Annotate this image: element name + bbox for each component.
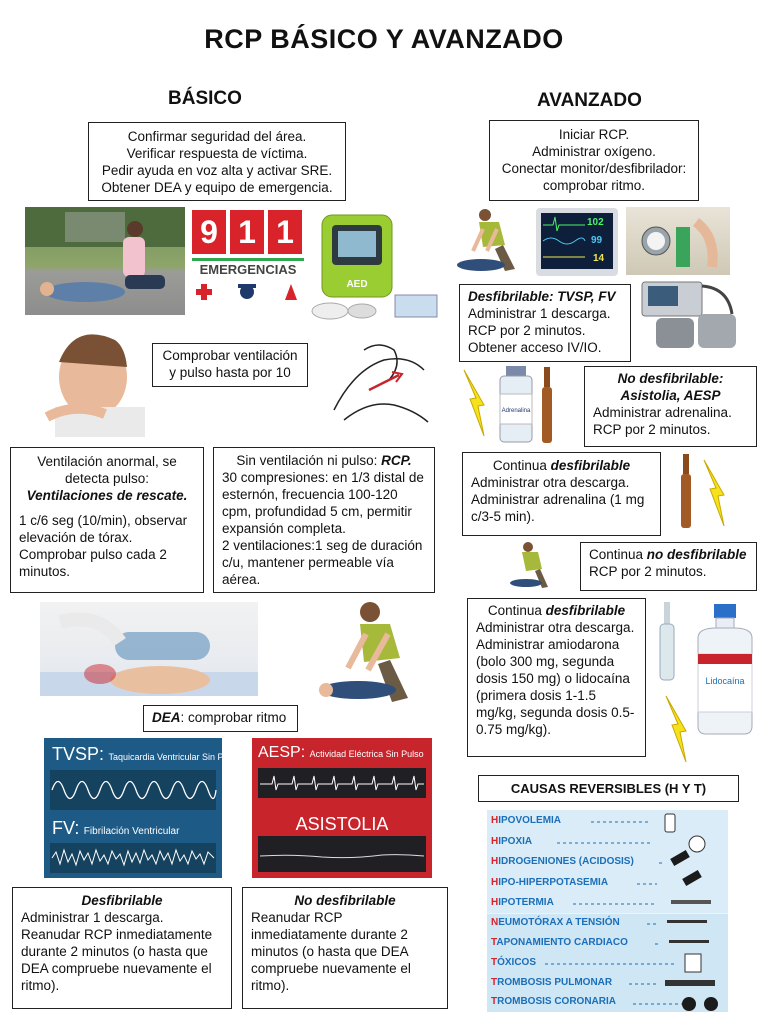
continue-prefix: Continua <box>589 547 647 562</box>
aed-icon <box>300 207 440 322</box>
bag-mask-icon <box>40 602 258 696</box>
lidocaine-bottle-photo <box>690 602 760 736</box>
rescue-line1: Ventilación anormal, se detecta pulso: <box>37 454 177 486</box>
adv-shockable-line: Obtener acceso IV/IO. <box>468 340 602 355</box>
cpr-bold: RCP. <box>381 453 412 468</box>
cause-item: TAPONAMIENTO CARDIACO <box>491 937 628 948</box>
cause-item: HIPOXIA <box>491 836 533 847</box>
asystole-label: ASISTOLIA <box>295 814 389 834</box>
continue-bold: desfibrilable <box>550 458 631 473</box>
continue-prefix: Continua <box>492 458 551 473</box>
monitor-value: 99 <box>591 235 603 246</box>
cpr-prefix: Sin ventilación ni pulso: <box>236 453 382 468</box>
digit: 9 <box>192 210 226 254</box>
cpr-small-icon <box>508 541 554 591</box>
check-line: Comprobar ventilación <box>162 348 298 363</box>
lidocaine-bottle-label: Lidocaína <box>705 676 745 686</box>
cause-item: HIPOVOLEMIA <box>491 815 562 826</box>
cause-item: HIPO-HIPERPOTASEMIA <box>491 877 609 888</box>
basic-step1-line: Confirmar seguridad del área. <box>127 129 307 144</box>
shock-bolt-icon <box>700 458 728 528</box>
ampoule-icon <box>540 365 554 445</box>
basic-step1-line: Pedir ayuda en voz alta y activar SRE. <box>101 163 333 178</box>
head-icon <box>45 322 145 437</box>
adv-shockable-line: RCP por 2 minutos. <box>468 323 586 338</box>
advanced-heading: AVANZADO <box>537 90 642 111</box>
ecg-aesp-asystole-panel <box>252 738 432 878</box>
adv-shockable-title: Desfibrilable: TVSP, FV <box>468 289 616 304</box>
cpr-compressions: 30 compresiones: en 1/3 distal de esternón, frecuencia 100-120 cpm, profundidad 5 cm, permitir expansión completa. <box>222 470 424 536</box>
basic-shockable-box <box>12 887 232 1009</box>
tvsp-label: TVSP: <box>52 744 105 764</box>
ecg-tvsp-fv-panel <box>44 738 241 878</box>
basic-heading: BÁSICO <box>168 88 242 109</box>
defibrillator-icon <box>636 278 742 360</box>
aed-label: AED <box>346 279 368 290</box>
adv-nonshockable-line: Administrar adrenalina. <box>593 405 732 420</box>
patient-monitor <box>536 208 618 276</box>
fv-label: FV: <box>52 818 80 838</box>
vial-icon <box>494 364 538 446</box>
amiodarone-ampoule-icon <box>656 600 678 682</box>
dea-rest: : comprobar ritmo <box>180 710 287 725</box>
basic-nonshockable-body: Reanudar RCP inmediatamente durante 2 minutos (o hasta que DEA compruebe nuevamente el ritmo). <box>251 910 411 993</box>
cpr-small-icon <box>455 207 527 277</box>
ampoule-icon <box>678 452 694 530</box>
adrenaline-vial-photo <box>494 364 538 446</box>
adv-shockable-box <box>459 284 631 362</box>
cause-item: TÓXICOS <box>491 957 537 968</box>
cause-item: NEUMOTÓRAX A TENSIÓN <box>491 917 620 928</box>
basic-nonshockable-box <box>242 887 448 1009</box>
shock-bolt-icon <box>662 694 690 764</box>
adv-nonshockable-line: RCP por 2 minutos. <box>593 422 711 437</box>
basic-shockable-body: Administrar 1 descarga. Reanudar RCP inmediatamente durante 2 minutos (o hasta que DEA compruebe nuevamente el ritmo). <box>21 910 213 993</box>
continue-nonshock-body: RCP por 2 minutos. <box>589 564 707 579</box>
adv-cpr-figure <box>455 207 527 277</box>
adv-nonshockable-title2: Asistolia, AESP <box>620 388 721 403</box>
cpr-figure-icon <box>318 598 430 710</box>
continue-prefix: Continua <box>487 603 546 618</box>
continue-shockable-box-2 <box>467 598 646 757</box>
digit: 1 <box>230 210 264 254</box>
monitor-value: 14 <box>593 253 605 264</box>
continue-nonshockable-box <box>580 542 757 591</box>
cpr-box <box>213 447 435 593</box>
dea-bold: DEA <box>152 710 181 725</box>
rescue-breathing-box <box>10 447 204 593</box>
continue-shock1-body: Administrar otra descarga. Administrar adrenalina (1 mg c/3-5 min). <box>471 475 645 524</box>
defibrillator-photo <box>636 278 742 360</box>
fv-desc: Fibrilación Ventricular <box>83 826 180 837</box>
aesp-desc: Actividad Eléctrica Sin Pulso <box>309 749 424 759</box>
aed-device-photo <box>300 207 440 322</box>
adv-cpr-figure-small <box>508 541 554 591</box>
advanced-step1-box <box>489 120 699 201</box>
ecg-waveform-icon <box>44 738 222 878</box>
basic-shockable-title: Desfibrilable <box>81 893 163 908</box>
emergency-services-icon <box>192 280 304 302</box>
cause-item: HIPOTERMIA <box>491 897 554 908</box>
check-breathing-box <box>152 343 308 387</box>
oxygen-icon <box>626 207 730 275</box>
aesp-label: AESP: <box>258 744 306 761</box>
adv-shockable-line: Administrar 1 descarga. <box>468 306 611 321</box>
emergency-label: EMERGENCIAS <box>199 262 297 277</box>
monitor-value: 102 <box>587 217 604 228</box>
airway-sketch-icon <box>324 330 432 428</box>
adv-step1-line: Conectar monitor/desfibrilador: <box>501 161 687 176</box>
page-title: RCP BÁSICO Y AVANZADO <box>204 24 564 54</box>
ecg-flat-waveform-icon <box>252 738 432 878</box>
reversible-causes-title: CAUSAS REVERSIBLES (H Y T) <box>478 775 739 802</box>
adrenaline-vial-label: Adrenalina <box>501 408 531 414</box>
causes-icons <box>487 810 728 1012</box>
divider <box>192 258 304 261</box>
rescue-bold: Ventilaciones de rescate. <box>26 488 188 503</box>
continue-shock2-body: Administrar otra descarga. Administrar amiodarona (bolo 300 mg, segunda dosis 150 mg) o lidocaína (primera dosis 1-1.5 mg/kg, segunda dosis 0.5-0.75 mg/kg). <box>476 620 635 737</box>
digit: 1 <box>268 210 302 254</box>
cause-item: TROMBOSIS PULMONAR <box>491 977 613 988</box>
continue-bold: no desfibrilable <box>646 547 747 562</box>
rescue-body: 1 c/6 seg (10/min), observar elevación de tórax. Comprobar pulso cada 2 minutos. <box>19 513 188 579</box>
adv-step1-line: Iniciar RCP. <box>558 127 630 142</box>
basic-step1-line: Obtener DEA y equipo de emergencia. <box>101 180 333 195</box>
lidocaine-icon <box>690 602 760 736</box>
basic-step1-box <box>88 122 346 201</box>
adv-nonshockable-box <box>584 366 757 447</box>
reversible-causes-list <box>487 810 728 1012</box>
airway-sketch <box>324 330 432 428</box>
chest-compression-figure <box>318 598 430 710</box>
bag-mask-photo <box>40 602 258 696</box>
tvsp-desc: Taquicardia Ventricular Sin Pulso <box>108 752 241 762</box>
monitor-screen <box>541 213 613 269</box>
adv-step1-line: Administrar oxígeno. <box>532 144 656 159</box>
rescuer-scene-icon <box>25 207 185 315</box>
cause-item: HIDROGENIONES (ACIDOSIS) <box>491 856 634 867</box>
emergency-911-logo <box>192 210 304 305</box>
adv-step1-line: comprobar ritmo. <box>542 178 646 193</box>
pulse-check-photo <box>45 322 145 437</box>
continue-shockable-box-1 <box>462 452 661 536</box>
rescuer-calling-photo <box>25 207 185 315</box>
cause-item: TROMBOSIS CORONARIA <box>491 996 617 1007</box>
adv-nonshockable-title1: No desfibrilable: <box>617 371 724 386</box>
continue-bold: desfibrilable <box>545 603 626 618</box>
dea-check-box <box>143 705 298 732</box>
check-line: y pulso hasta por 10 <box>169 365 291 380</box>
cpr-ventilations: 2 ventilaciones:1 seg de duración c/u, mantener permeable vía aérea. <box>222 538 423 587</box>
shock-bolt-icon <box>460 368 488 438</box>
oxygen-regulator-photo <box>626 207 730 275</box>
basic-step1-line: Verificar respuesta de víctima. <box>126 146 308 161</box>
basic-nonshockable-title: No desfibrilable <box>294 893 396 908</box>
